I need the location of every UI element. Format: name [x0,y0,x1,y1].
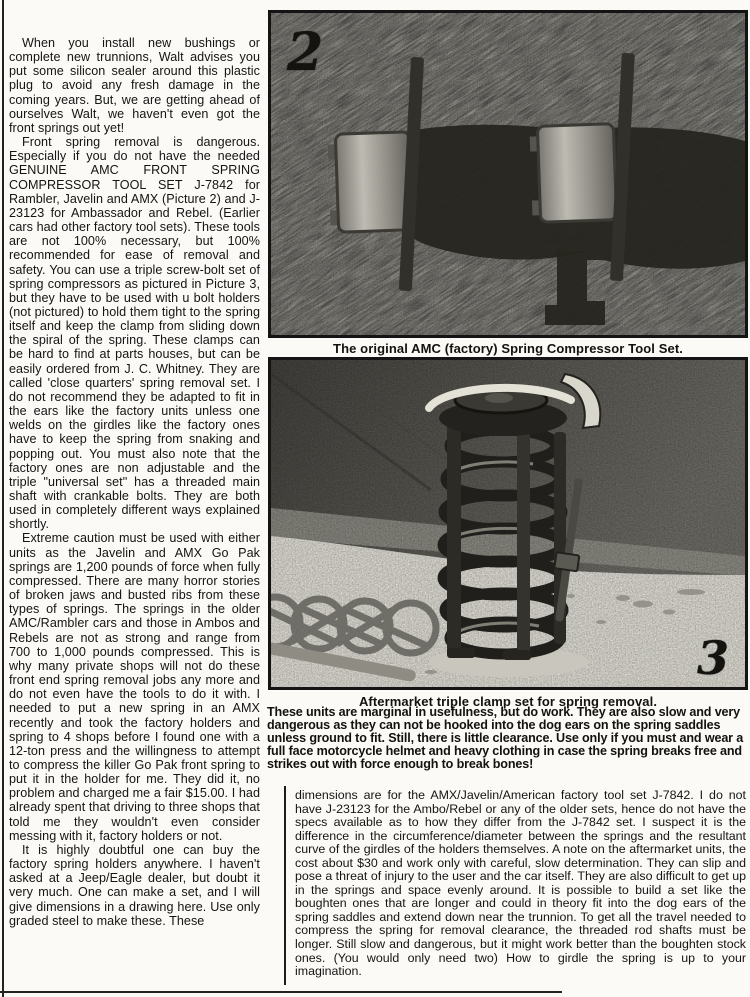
paragraph-doubtful-buy: It is highly doubtful one can buy the factory spring holders anywhere. I haven't asked at a Jeep/Eagle dealer, but doubt it very much. One can make a set, and I will give dimensions in a drawing here. Use only graded steel to make these. These [9,842,260,928]
page-bottom-border [0,991,562,993]
photo-aftermarket-clamps [268,357,748,690]
right-text-column [295,789,746,979]
column-divider-rule [284,786,286,985]
paragraph-extreme-caution: Extreme caution must be used with either units as the Javelin and AMX Go Pak springs are 1,200 pounds of force when fully compressed. There are many horror stories of broken jaws and busted ribs from these types of springs. The springs in the older AMC/Rambler cars and those in Ambos and Rebels are not as strong and range from 700 to 1,000 pounds compressed. This is why many private shops will not do these front end spring removal jobs any more and do not even have the tools to do it with. I needed to put a new spring in an AMX recently and took the factory holders and spring to 4 shops before I found one with a 12-ton press and the willingness to attempt to compress the killer Go Pak front spring to put it in the holder for me. They did it, no problem and charged me a fair $15.00. I had already spent that driving to three shops that told me they wouldn't even consider messing with it, factory holders or not. [9,531,260,843]
paragraph-spring-removal: Front spring removal is dangerous. Especially if you do not have the needed GENUINE AMC FRONT SPRING COMPRESSOR TOOL SET J-7842 for Rambler, Javelin and AMX (Picture 2) and J-23123 for Ambassador and Rebel. (Earlier cars had other factory tool sets). These tools are not 100% necessary, but 100% recommended for ease of removal and safety. You can use a triple screw-bolt set of spring compressors as pictured in Picture 3, but they have to be used with u bolt holders (not pictured) to hold them tight to the spring itself and keep the clamp from sliding down the spiral of the spring. These clamps can be hard to find at parts houses, but can be easily ordered from J. C. Whitney. They are called 'close quarters' spring removal set. I do not recommend they be adapted to fit in the ears like the factory units unless one welds on the girdles like the factory ones have to keep the spring from snaking and popping out. You must also note that the factory ones are non adjustable and the triple "universal set" has a threaded main shaft with crankable bolts. They are both used in completely different ways explained shortly. [9,135,260,532]
paragraph-dimensions: dimensions are for the AMX/Javelin/American factory tool set J-7842. I do not have J-23123 for the Ambo/Rebel or any of the older sets, hence do not have the specs available as to how they differ from the J-7842 set. I suspect it is the difference in the circumference/diameter between the springs and the resultant curve of the girdles of the holders themselves. A note on the aftermarket units, the cost about $30 and work only with careful, slow determination. They can slip and pose a threat of injury to the user and the car itself. They are also difficult to get up in the springs and space evenly around. It is possible to build a set like the boughten ones that are longer and could in theory fit into the dog ears of the spring saddles and extend down near the trunnion. To get all the travel needed to compress the spring for removal clearance, the threaded rod shafts must be longer. Still slow and dangerous, but it might work better than the boughten stock ones. (You would only need two) How to girdle the spring is up to your imagination. [295,788,746,979]
page-left-border [2,0,4,997]
photo-factory-compressor-art [271,13,745,335]
figure-3-number: 3 [696,631,729,685]
photo-aftermarket-clamps-art [271,360,745,687]
figure-3-caption: Aftermarket triple clamp set for spring removal. [358,694,658,709]
photo-factory-compressor [268,10,748,338]
figure-2-number: 2 [287,22,324,83]
left-text-column [9,36,260,928]
paragraph-bushings: When you install new bushings or complete new trunnions, Walt advises you put some silicon sealer around this plastic plug to avoid any fresh damage in the coming years. But, we are getting ahead of ourselves Walt, we haven't even got the front springs out yet! [9,36,260,135]
figure-3-warning-text: These units are marginal in usefulness, but do work. They are also slow and very dangerous as they can not be hooked into the dog ears on the spring saddles unless ground to fit. Still, there is little clearance. Use only if you must and wear a full face motorcycle helmet and heavy clothing in case the spring breaks free and strikes out with force enough to break bones! [267,705,744,771]
figure-2-caption: The original AMC (factory) Spring Compressor Tool Set. [333,341,683,356]
